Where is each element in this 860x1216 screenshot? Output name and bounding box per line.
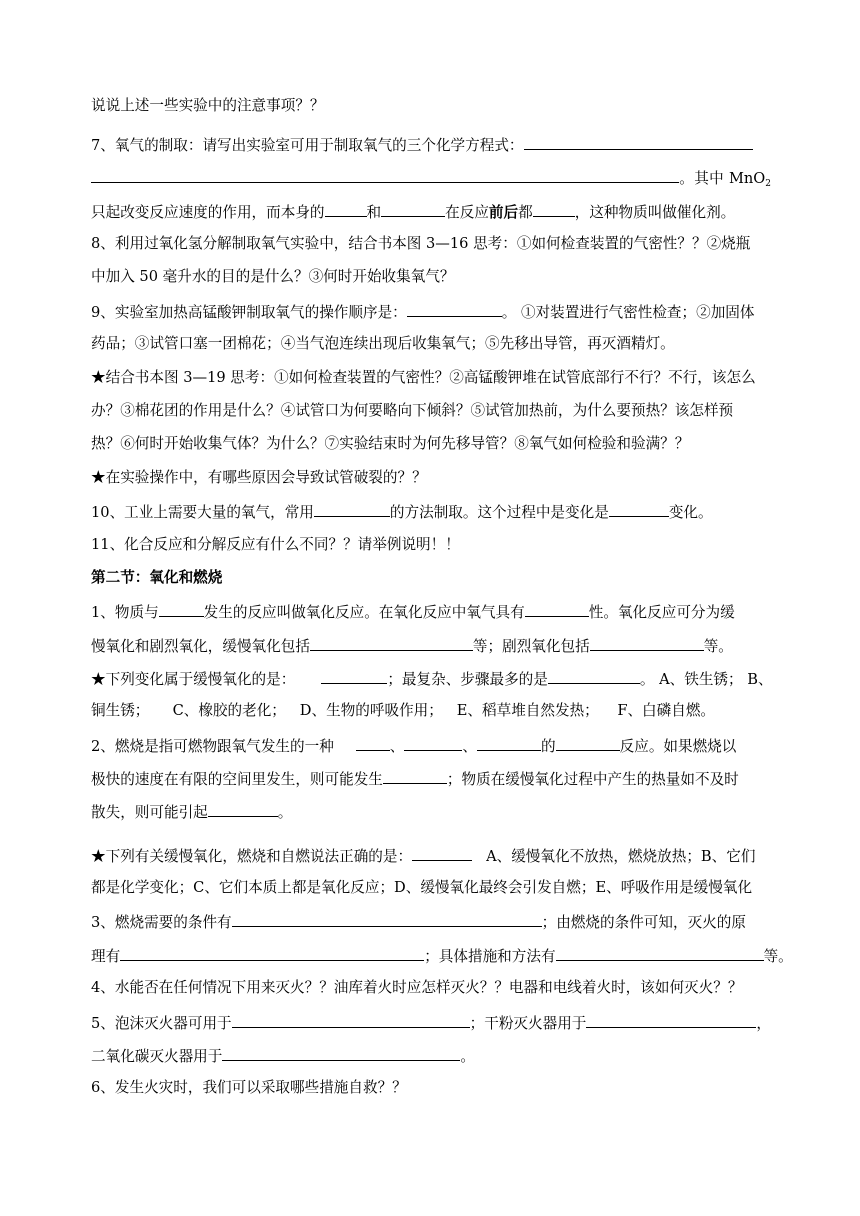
text-span: ★下列变化属于缓慢氧化的是： bbox=[91, 671, 296, 688]
answer-blank[interactable] bbox=[556, 945, 764, 961]
answer-blank[interactable] bbox=[590, 635, 704, 651]
text-span: 的方法制取。这个过程中是变化是 bbox=[389, 504, 609, 521]
text-span: ；由燃烧的条件可知，灭火的原 bbox=[541, 914, 746, 931]
answer-blank[interactable] bbox=[325, 201, 367, 217]
answer-blank[interactable] bbox=[314, 501, 390, 517]
text-line: 药品；③试管口塞一团棉花；④当气泡连续出现后收集氧气；⑤先移出导管，再灭酒精灯。 bbox=[91, 335, 675, 352]
question-1 bbox=[91, 601, 771, 623]
text-span: 慢氧化和剧烈氧化，缓慢氧化包括 bbox=[91, 638, 310, 655]
bold-text: 前后 bbox=[488, 204, 519, 221]
text-line: 铜生锈； C、橡胶的老化； D、生物的呼吸作用； E、稻草堆自然发热； F、白磷自燃。 bbox=[91, 702, 716, 719]
text-span: A、缓慢氧化不放热，燃烧放热；B、它们 bbox=[486, 848, 756, 865]
text-line bbox=[91, 635, 771, 657]
text-line: 办？③棉花团的作用是什么？④试管口为何要略向下倾斜？⑤试管加热前，为什么要预热？该怎样预 bbox=[91, 402, 734, 419]
question-3 bbox=[91, 911, 771, 933]
answer-blank[interactable] bbox=[120, 945, 424, 961]
question-2 bbox=[91, 735, 771, 757]
text-line: 热？⑥何时开始收集气体？为什么？⑦实验结束时为何先移导管？⑧氧气如何检验和验满？？ bbox=[91, 435, 690, 452]
star-question: ★结合书本图 3—19 思考：①如何检查装置的气密性？②高锰酸钾堆在试管底部行不行？不行，该怎么 bbox=[91, 369, 756, 386]
answer-blank[interactable] bbox=[208, 801, 278, 817]
text-span: 2、燃烧是指可燃物跟氧气发生的一种 bbox=[91, 738, 334, 755]
question-4: 4、水能否在任何情况下用来灭火？？油库着火时应怎样灭火？？电器和电线着火时，该如何灭火？？ bbox=[91, 979, 743, 996]
question-5 bbox=[91, 1012, 771, 1034]
text-span: 散失，则可能引起 bbox=[91, 804, 208, 821]
answer-blank[interactable] bbox=[383, 768, 447, 784]
answer-blank[interactable] bbox=[381, 201, 445, 217]
text-span: ；物质在缓慢氧化过程中产生的热量如不及时 bbox=[446, 771, 739, 788]
answer-blank[interactable] bbox=[477, 735, 541, 751]
star-question: ★在实验操作中，有哪些原因会导致试管破裂的？？ bbox=[91, 469, 427, 486]
text-span: 等。 bbox=[703, 638, 733, 655]
text-line bbox=[91, 768, 771, 790]
text-span: 发生的反应叫做氧化反应。在氧化反应中氧气具有 bbox=[203, 604, 525, 621]
text-span: ；最复杂、步骤最多的是 bbox=[387, 671, 548, 688]
text-span: 只起改变反应速度的作用，而本身的 bbox=[91, 204, 325, 221]
question-8: 8、利用过氧化氢分解制取氧气实验中，结合书本图 3—16 思考：①如何检查装置的气密性？？②烧瓶 bbox=[91, 235, 751, 252]
answer-blank[interactable] bbox=[412, 845, 472, 861]
subscript: 2 bbox=[765, 179, 771, 189]
text-span: 9、实验室加热高锰酸钾制取氧气的操作顺序是： bbox=[91, 304, 407, 321]
answer-blank[interactable] bbox=[525, 601, 589, 617]
text-line: 说说上述一些实验中的注意事项？？ bbox=[91, 97, 325, 114]
text-span: 的 bbox=[541, 738, 556, 755]
text-line: 都是化学变化；C、它们本质上都是氧化反应；D、缓慢氧化最终会引发自燃；E、呼吸作用是缓慢氧化 bbox=[91, 879, 753, 896]
question-6: 6、发生火灾时，我们可以采取哪些措施自救？？ bbox=[91, 1079, 407, 1096]
text-span: ★下列有关缓慢氧化，燃烧和自燃说法正确的是： bbox=[91, 848, 413, 865]
text-line bbox=[91, 167, 771, 189]
answer-blank[interactable] bbox=[524, 134, 753, 150]
text-span: ；干粉灭火器用于 bbox=[469, 1015, 587, 1032]
answer-blank[interactable] bbox=[586, 1012, 756, 1028]
text-line bbox=[91, 801, 771, 823]
answer-blank[interactable] bbox=[404, 735, 462, 751]
text-span: 反应。如果燃烧以 bbox=[619, 738, 737, 755]
text-span: 等；剧烈氧化包括 bbox=[472, 638, 590, 655]
text-span: ， bbox=[756, 1015, 772, 1032]
text-span: 1、物质与 bbox=[91, 604, 159, 621]
text-span: 理有 bbox=[91, 948, 121, 965]
answer-blank[interactable] bbox=[310, 635, 473, 651]
text-line bbox=[91, 1045, 771, 1067]
star-question bbox=[91, 845, 771, 867]
text-span: ，这种物质叫做催化剂。 bbox=[574, 204, 736, 221]
text-span: 、 bbox=[462, 738, 478, 755]
text-span: ；具体措施和方法有 bbox=[424, 948, 556, 965]
section-heading: 第二节：氧化和燃烧 bbox=[91, 569, 223, 586]
answer-blank[interactable] bbox=[232, 1012, 470, 1028]
answer-blank[interactable] bbox=[609, 501, 669, 517]
text-span: 。 bbox=[460, 1048, 475, 1065]
text-span: 。 bbox=[277, 804, 293, 821]
question-7 bbox=[91, 134, 771, 156]
text-line bbox=[91, 945, 793, 967]
text-span: 5、泡沫灭火器可用于 bbox=[91, 1015, 232, 1032]
text-span: 极快的速度在有限的空间里发生，则可能发生 bbox=[91, 771, 383, 788]
answer-blank[interactable] bbox=[222, 1045, 460, 1061]
text-span: 和 bbox=[366, 204, 382, 221]
text-span: 。其中 MnO bbox=[679, 170, 766, 187]
answer-blank[interactable] bbox=[232, 911, 542, 927]
question-9 bbox=[91, 301, 771, 323]
answer-blank[interactable] bbox=[91, 167, 679, 183]
text-span: 3、燃烧需要的条件有 bbox=[91, 914, 232, 931]
answer-blank[interactable] bbox=[533, 201, 575, 217]
answer-blank[interactable] bbox=[548, 668, 640, 684]
question-11: 11、化合反应和分解反应有什么不同？？请举例说明！！ bbox=[91, 536, 460, 553]
text-span: 10、工业上需要大量的氧气，常用 bbox=[91, 504, 314, 521]
text-span: 。 A、铁生锈； B、 bbox=[639, 671, 773, 688]
text-span: 等。 bbox=[763, 948, 793, 965]
answer-blank[interactable] bbox=[321, 668, 387, 684]
text-line bbox=[91, 201, 771, 223]
text-span: 二氧化碳灭火器用于 bbox=[91, 1048, 223, 1065]
text-span: 变化。 bbox=[668, 504, 713, 521]
answer-blank[interactable] bbox=[159, 601, 204, 617]
answer-blank[interactable] bbox=[356, 735, 390, 751]
text-span: 。 ①对装置进行气密性检查；②加固体 bbox=[501, 304, 755, 321]
answer-blank[interactable] bbox=[407, 301, 502, 317]
text-span: 性。氧化反应可分为缓 bbox=[588, 604, 735, 621]
text-span: 都 bbox=[518, 204, 533, 221]
text-span: 在反应 bbox=[445, 204, 489, 221]
text-span: 、 bbox=[389, 738, 405, 755]
text-line: 中加入 50 毫升水的目的是什么？③何时开始收集氧气？ bbox=[91, 268, 455, 285]
question-10 bbox=[91, 501, 771, 523]
question-text: 7、氧气的制取：请写出实验室可用于制取氧气的三个化学方程式： bbox=[91, 137, 524, 154]
star-question bbox=[91, 668, 771, 690]
answer-blank[interactable] bbox=[556, 735, 620, 751]
